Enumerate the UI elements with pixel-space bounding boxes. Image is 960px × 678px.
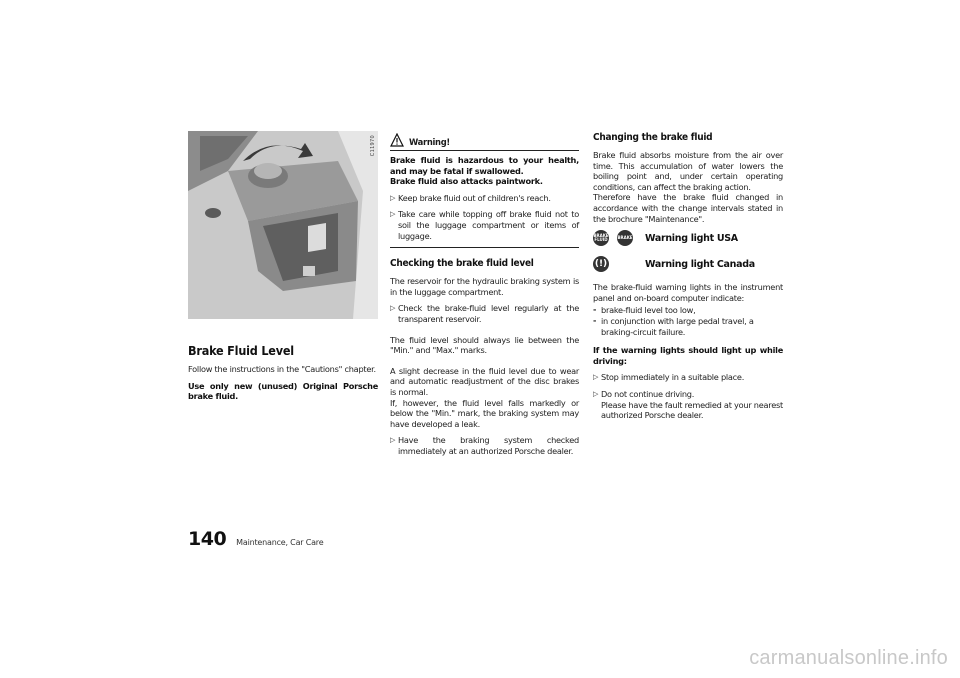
step-arrow-icon: ▷: [593, 389, 599, 398]
driving-step-2: [593, 389, 783, 421]
indication-2: - in conjunction with large pedal travel, a braking-circuit failure.: [593, 314, 754, 337]
brake-fluid-level-heading: Brake Fluid Level: [188, 343, 294, 358]
warning-light-canada-label: Warning light Canada: [645, 258, 755, 270]
checking-level-text: The fluid level should always lie between the "Min." and "Max." marks.: [390, 334, 579, 356]
step-arrow-icon: ▷: [593, 373, 599, 382]
figure-code: C11970: [370, 135, 376, 157]
warning-light-canada: [593, 256, 783, 272]
checking-step-1: [390, 303, 579, 324]
cautions-instruction: Follow the instructions in the "Cautions" chapter.: [188, 364, 376, 374]
warning-header: [390, 131, 579, 151]
reservoir-drawing: [188, 131, 378, 319]
changing-moisture-text: Brake fluid absorbs moisture from the air over time. This accumulation of water lowers the boiling point and, under certain operating conditions, can affect the braking action.: [593, 150, 783, 192]
indication-1-text: brake-fluid level too low,: [601, 305, 696, 316]
page-number: 140: [188, 528, 227, 550]
checking-leak-text: If, however, the fluid level falls markedly or below the "Min." mark, the braking system may have developed a leak.: [390, 397, 579, 429]
warning-triangle-icon: [390, 133, 404, 147]
brake-exclamation-icon: (!): [593, 256, 609, 272]
driving-step-1-text: Stop immediately in a suitable place.: [601, 372, 745, 383]
warning-light-usa: [593, 230, 783, 246]
checking-step-1-text: Check the brake-fluid level regularly at the transparent reservoir.: [398, 303, 579, 324]
changing-heading: Changing the brake fluid: [593, 132, 713, 143]
driving-step-2b-text: Please have the fault remedied at your nearest authorized Porsche dealer.: [601, 399, 783, 421]
warning-step-2: [390, 209, 579, 241]
original-fluid-note: Use only new (unused) Original Porsche brake fluid.: [188, 380, 378, 402]
changing-interval-text: Therefore have the brake fluid changed in accordance with the change intervals stated in the brochure "Maintenance".: [593, 192, 783, 224]
warning-hazard-text: Brake fluid is hazardous to your health, and may be fatal if swallowed.: [390, 155, 579, 176]
chapter-title: Maintenance, Car Care: [236, 538, 324, 547]
driving-step-1: [593, 372, 783, 383]
brake-warning-icon: BRAKE: [617, 230, 633, 246]
step-arrow-icon: ▷: [390, 436, 396, 445]
warning-light-intro: The brake-fluid warning lights in the instrument panel and on-board computer indicate:: [593, 282, 783, 303]
page-footer: [188, 528, 323, 550]
checking-step-2-text: Have the braking system checked immediately at an authorized Porsche dealer.: [398, 435, 579, 456]
warning-label: Warning!: [409, 137, 450, 147]
step-arrow-icon: ▷: [390, 304, 396, 313]
indication-2-text: in conjunction with large pedal travel, a braking-circuit failure.: [601, 315, 754, 337]
warning-step-2-text: Take care while topping off brake fluid not to soil the luggage compartment or items of luggage.: [398, 209, 579, 241]
brake-fluid-warning-icon: BRAKE FLUID: [593, 230, 609, 246]
warning-paintwork-text: Brake fluid also attacks paintwork.: [390, 176, 543, 187]
warning-step-1-text: Keep brake fluid out of children's reach.: [398, 192, 551, 203]
step-arrow-icon: ▷: [390, 193, 396, 202]
brake-reservoir-illustration: [188, 131, 378, 319]
checking-heading: Checking the brake fluid level: [390, 258, 534, 270]
if-lights-on-question: If the warning lights should light up while driving:: [593, 345, 783, 366]
indication-1: - brake-fluid level too low,: [593, 304, 696, 316]
warning-light-usa-label: Warning light USA: [645, 232, 738, 244]
middle-column: [390, 131, 579, 462]
warning-step-1: [390, 193, 579, 204]
left-column: [188, 131, 378, 408]
driving-step-2a-text: Do not continue driving.: [601, 388, 695, 399]
site-watermark: carmanualsonline.info: [749, 647, 948, 669]
checking-normal-text: A slight decrease in the fluid level due to wear and automatic readjustment of the disc brakes is normal.: [390, 365, 579, 397]
checking-step-2: [390, 435, 579, 456]
warning-divider: [390, 247, 579, 248]
right-column: [593, 131, 783, 427]
step-arrow-icon: ▷: [390, 210, 396, 219]
checking-intro: The reservoir for the hydraulic braking system is in the luggage compartment.: [390, 276, 579, 297]
